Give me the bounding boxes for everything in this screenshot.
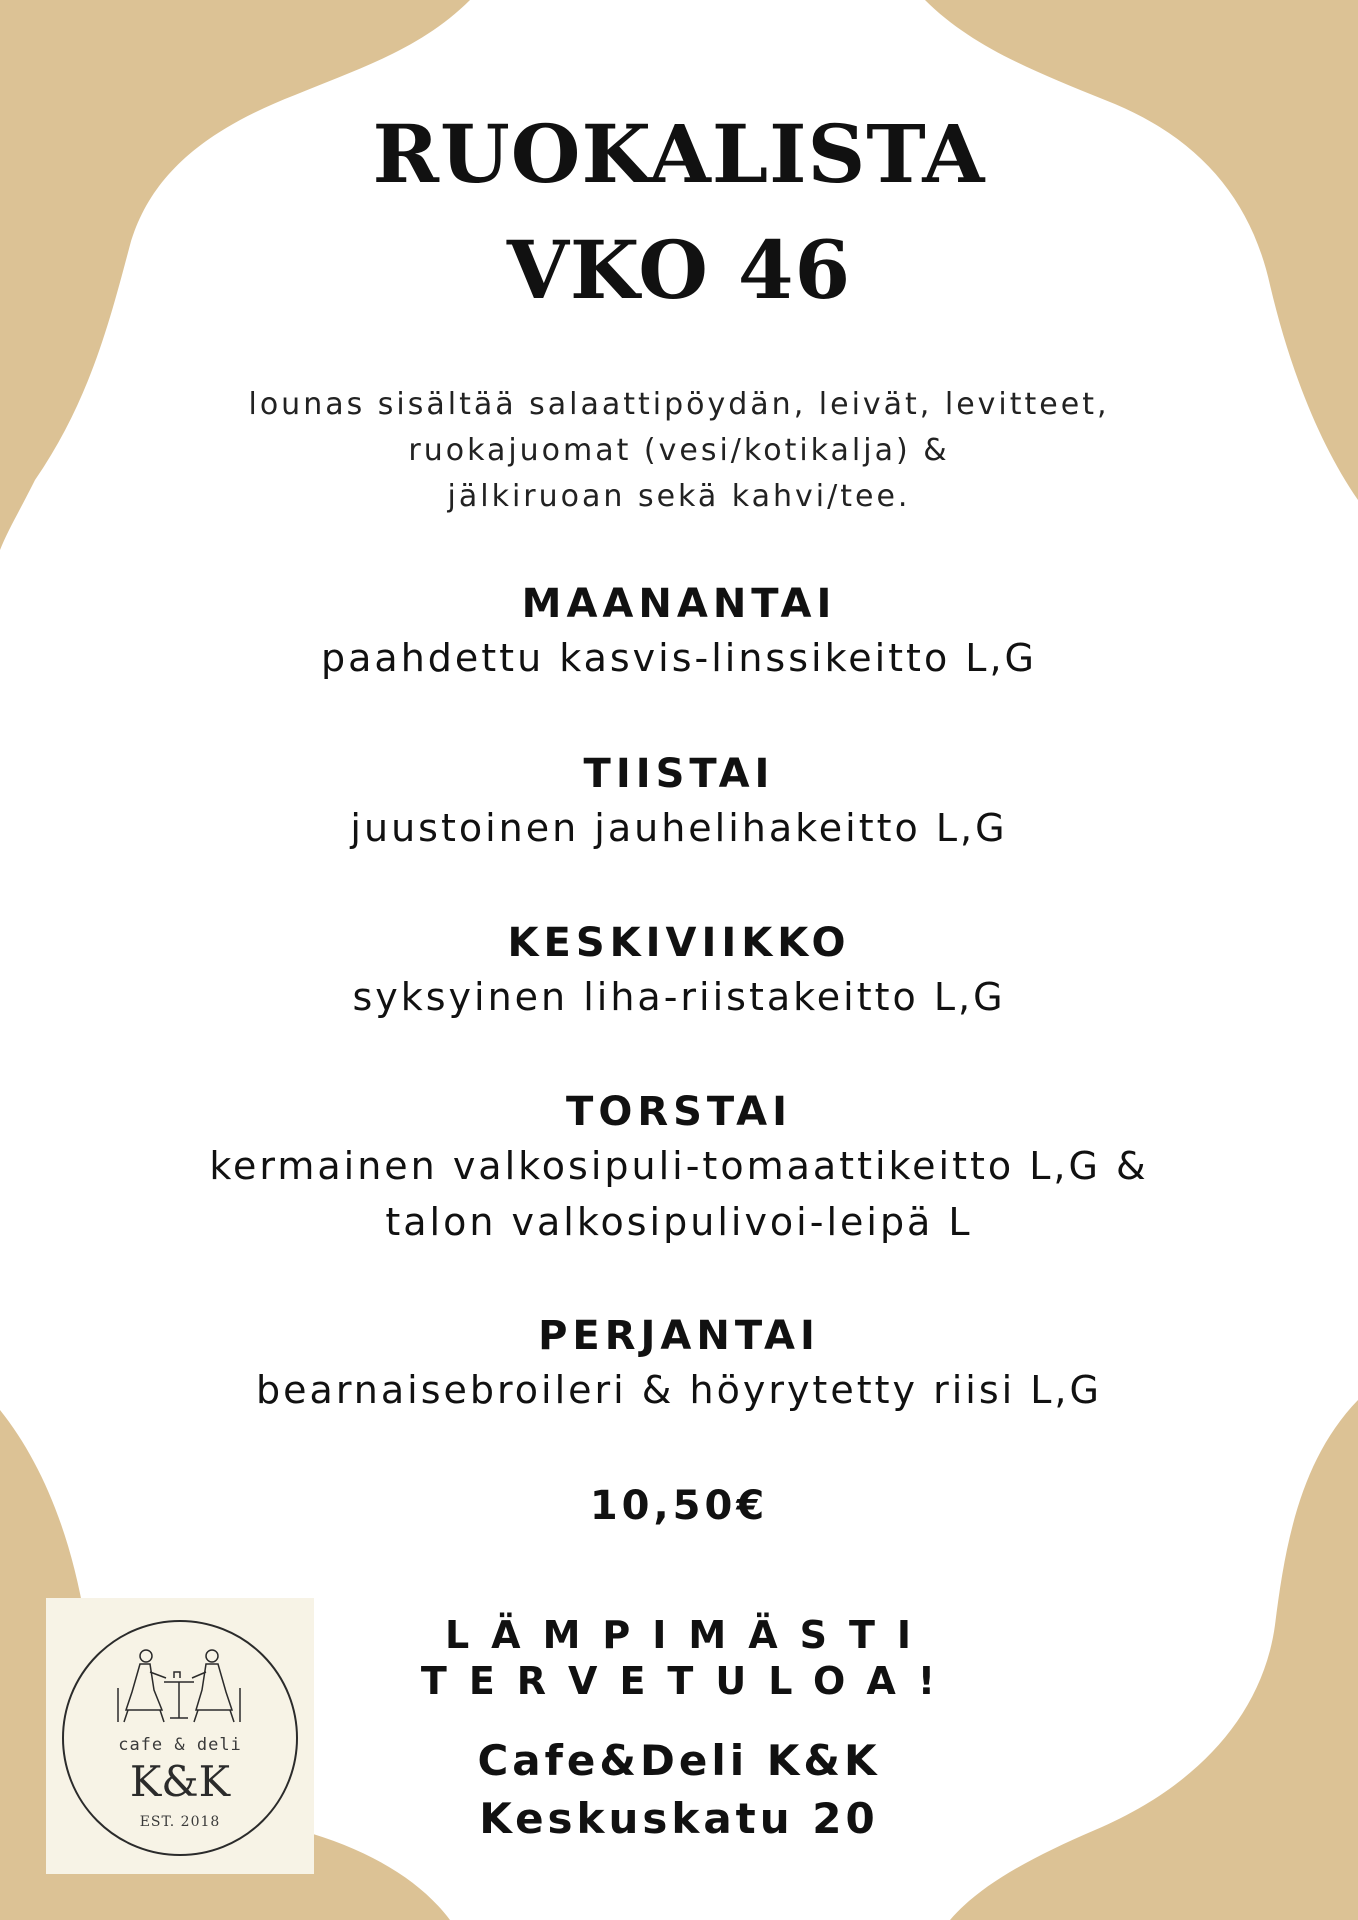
day-tuesday: [0, 748, 1358, 856]
dish: [0, 1138, 1358, 1250]
day-monday: [0, 578, 1358, 686]
dish-line: kermainen valkosipuli-tomaattikeitto L,G &: [209, 1144, 1149, 1188]
dish: [0, 1362, 1358, 1418]
cafe-name: Cafe&Deli K&K: [477, 1736, 881, 1785]
menu-title: [0, 96, 1358, 328]
day-name: MAANANTAI: [521, 581, 837, 627]
cafe-logo: [46, 1598, 314, 1874]
intro-line: ruokajuomat (vesi/kotikalja) &: [408, 433, 950, 468]
day-name: TIISTAI: [583, 751, 775, 797]
street-address: Keskuskatu 20: [479, 1794, 879, 1843]
intro-line: lounas sisältää salaattipöydän, leivät, levitteet,: [248, 387, 1110, 422]
dish-line: syksyinen liha-riistakeitto L,G: [352, 975, 1006, 1019]
dish-line: paahdettu kasvis-linssikeitto L,G: [321, 636, 1037, 680]
dish: [0, 630, 1358, 686]
logo-name: K&K: [129, 1757, 231, 1806]
dish-line: bearnaisebroileri & höyrytetty riisi L,G: [256, 1368, 1102, 1412]
day-friday: [0, 1310, 1358, 1418]
day-thursday: [0, 1086, 1358, 1250]
welcome-line: TERVETULOA!: [420, 1659, 958, 1703]
logo-tagline: cafe & deli: [118, 1735, 242, 1755]
title-line: RUOKALISTA: [372, 107, 986, 201]
dish: [0, 969, 1358, 1025]
week-line: VKO 46: [506, 223, 852, 317]
two-women-at-cafe-table-illustration-icon: [118, 1650, 240, 1722]
intro-line: jälkiruoan sekä kahvi/tee.: [447, 479, 911, 514]
dish-line: juustoinen jauhelihakeitto L,G: [350, 806, 1008, 850]
day-wednesday: [0, 917, 1358, 1025]
cafe-logo-emblem: [46, 1598, 314, 1874]
dish: [0, 800, 1358, 856]
dish-line: talon valkosipulivoi-leipä L: [385, 1200, 973, 1244]
lunch-includes-text: [0, 382, 1358, 520]
logo-est: EST. 2018: [139, 1814, 221, 1830]
welcome-line: LÄMPIMÄSTI: [444, 1613, 934, 1657]
day-name: TORSTAI: [566, 1089, 792, 1135]
day-name: PERJANTAI: [538, 1313, 820, 1359]
price: 10,50€: [589, 1483, 769, 1529]
day-name: KESKIVIIKKO: [507, 920, 851, 966]
